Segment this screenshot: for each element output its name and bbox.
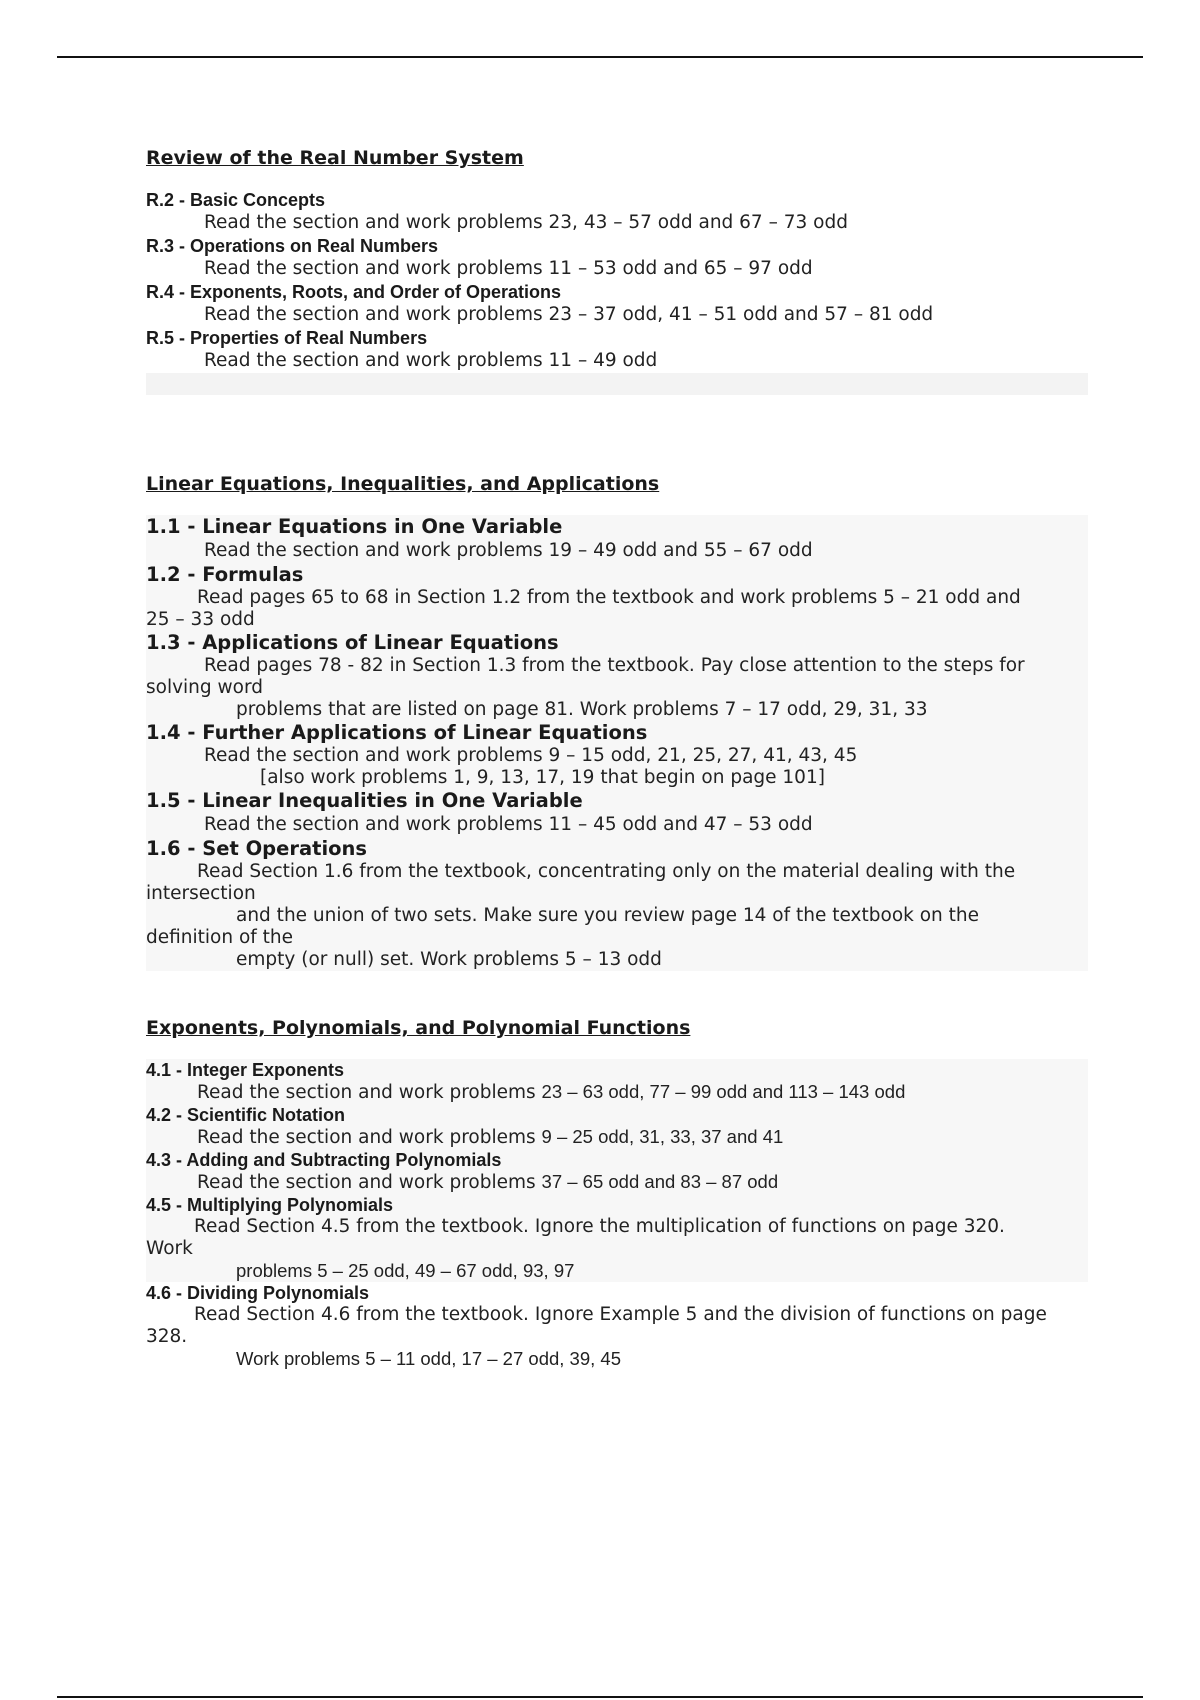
section-number: R.2: [146, 190, 175, 210]
section-instructions-continued: intersection: [146, 883, 256, 904]
section-name: Scientific Notation: [187, 1105, 346, 1125]
section-item: [146, 563, 1088, 631]
section-number: 4.2: [146, 1105, 172, 1125]
section-instructions-continued: 25 – 33 odd: [146, 609, 255, 630]
document-body: [146, 145, 1088, 1370]
section-instructions: Read pages 78 - 82 in Section 1.3 from the textbook. Pay close attention to the steps for: [204, 655, 1025, 676]
chapter-review: [146, 145, 1088, 395]
section-item: [146, 837, 1088, 971]
instruction-text: Read the section and work problems: [197, 1082, 542, 1103]
section-number: 4.1: [146, 1060, 172, 1080]
section-instructions-continued: Work: [146, 1238, 193, 1259]
section-item: [146, 1104, 1088, 1149]
section-item: [146, 631, 1088, 721]
section-name: Integer Exponents: [187, 1060, 345, 1080]
section-list: [146, 1059, 1088, 1370]
section-name: Formulas: [202, 563, 304, 586]
section-heading: 4.3 - Adding and Subtracting Polynomials: [146, 1150, 502, 1170]
section-heading: 4.6 - Dividing Polynomials: [146, 1283, 370, 1303]
shaded-blank-row: [146, 373, 1088, 395]
section-heading: 1.1 - Linear Equations in One Variable: [146, 515, 563, 538]
section-name: Further Applications of Linear Equations: [202, 721, 648, 744]
section-number: R.3: [146, 236, 175, 256]
section-name: Applications of Linear Equations: [202, 631, 559, 654]
section-item: [146, 515, 1088, 563]
section-instructions: Read the section and work problems 23, 43 – 57 odd and 67 – 73 odd: [204, 212, 848, 233]
instruction-problems: 9 – 25 odd, 31, 33, 37 and 41: [541, 1126, 784, 1147]
instruction-text: Read the section and work problems: [197, 1127, 542, 1148]
section-number: 1.4: [146, 721, 181, 744]
section-item: [146, 235, 1088, 281]
section-heading: R.3 - Operations on Real Numbers: [146, 236, 439, 256]
section-instructions-continued: problems that are listed on page 81. Work problems 7 – 17 odd, 29, 31, 33: [236, 699, 928, 720]
section-name: Set Operations: [202, 837, 368, 860]
section-instructions: Read the section and work problems 11 – 45 odd and 47 – 53 odd: [204, 814, 813, 835]
section-name: Dividing Polynomials: [187, 1283, 370, 1303]
section-instructions: [146, 1126, 1088, 1149]
section-name: Properties of Real Numbers: [190, 328, 428, 348]
chapter-title: Linear Equations, Inequalities, and Applications: [146, 473, 660, 495]
section-instructions: Read pages 65 to 68 in Section 1.2 from the textbook and work problems 5 – 21 odd and: [197, 587, 1021, 608]
section-instructions-continued: [also work problems 1, 9, 13, 17, 19 that begin on page 101]: [260, 767, 825, 788]
section-heading: R.4 - Exponents, Roots, and Order of Operations: [146, 282, 562, 302]
section-number: R.4: [146, 282, 175, 302]
section-name: Operations on Real Numbers: [190, 236, 439, 256]
section-number: 1.2: [146, 563, 181, 586]
section-instructions: Read the section and work problems 19 – 49 odd and 55 – 67 odd: [204, 540, 813, 561]
section-number: 1.5: [146, 789, 181, 812]
section-instructions-continued: and the union of two sets. Make sure you review page 14 of the textbook on the: [236, 905, 980, 926]
section-number: 1.3: [146, 631, 181, 654]
section-item: [146, 327, 1088, 373]
section-instructions-continued: definition of the: [146, 927, 294, 948]
chapter-polynomials: [146, 1015, 1088, 1370]
section-instructions-continued: 328.: [146, 1326, 188, 1347]
instruction-text: Read the section and work problems: [197, 1172, 542, 1193]
section-item: [146, 1149, 1088, 1194]
section-item: [146, 789, 1088, 837]
section-name: Adding and Subtracting Polynomials: [186, 1150, 502, 1170]
section-list: [146, 515, 1088, 971]
section-heading: R.5 - Properties of Real Numbers: [146, 328, 428, 348]
section-item: [146, 1059, 1088, 1104]
section-item: [146, 1282, 1088, 1370]
section-item: [146, 281, 1088, 327]
section-instructions: Read the section and work problems 11 – 49 odd: [204, 350, 658, 371]
section-number: 4.6: [146, 1283, 172, 1303]
section-item: [146, 721, 1088, 789]
chapter-title: Exponents, Polynomials, and Polynomial Functions: [146, 1017, 691, 1039]
chapter-linear-equations: [146, 471, 1088, 971]
section-name: Basic Concepts: [190, 190, 326, 210]
instruction-problems: 37 – 65 odd and 83 – 87 odd: [541, 1171, 779, 1192]
section-name: Multiplying Polynomials: [187, 1195, 394, 1215]
section-name: Exponents, Roots, and Order of Operations: [190, 282, 562, 302]
top-rule: [57, 56, 1143, 58]
section-heading: R.2 - Basic Concepts: [146, 190, 326, 210]
chapter-title: Review of the Real Number System: [146, 147, 524, 169]
section-instructions: Read Section 4.5 from the textbook. Ignore the multiplication of functions on page 320.: [194, 1216, 1005, 1237]
section-heading: 4.5 - Multiplying Polynomials: [146, 1195, 394, 1215]
section-item: [146, 189, 1088, 235]
bottom-rule: [57, 1696, 1143, 1698]
section-instructions: Read the section and work problems 9 – 15 odd, 21, 25, 27, 41, 43, 45: [204, 745, 858, 766]
section-instructions: Read the section and work problems 23 – 37 odd, 41 – 51 odd and 57 – 81 odd: [204, 304, 934, 325]
section-heading: 1.4 - Further Applications of Linear Equations: [146, 721, 648, 744]
section-heading: 4.1 - Integer Exponents: [146, 1060, 345, 1080]
section-heading: 1.6 - Set Operations: [146, 837, 368, 860]
section-number: 1.6: [146, 837, 181, 860]
section-instructions-continued: empty (or null) set. Work problems 5 – 13 odd: [236, 949, 662, 970]
section-instructions: Read the section and work problems 11 – 53 odd and 65 – 97 odd: [204, 258, 813, 279]
section-name: Linear Equations in One Variable: [202, 515, 563, 538]
section-instructions: [146, 1171, 1088, 1194]
section-name: Linear Inequalities in One Variable: [202, 789, 583, 812]
section-instructions-continued: solving word: [146, 677, 264, 698]
section-heading: 1.2 - Formulas: [146, 563, 304, 586]
section-number: 4.3: [146, 1150, 172, 1170]
section-instructions: Read Section 4.6 from the textbook. Ignore Example 5 and the division of functions on page: [194, 1304, 1047, 1325]
section-instructions: Read Section 1.6 from the textbook, concentrating only on the material dealing with the: [197, 861, 1016, 882]
section-heading: 4.2 - Scientific Notation: [146, 1105, 346, 1125]
section-heading: 1.5 - Linear Inequalities in One Variable: [146, 789, 583, 812]
section-list: [146, 189, 1088, 395]
section-instructions: [146, 1081, 1088, 1104]
section-number: 1.1: [146, 515, 181, 538]
section-item: [146, 1194, 1088, 1282]
instruction-problems: 23 – 63 odd, 77 – 99 odd and 113 – 143 odd: [541, 1081, 906, 1102]
section-instructions-continued: Work problems 5 – 11 odd, 17 – 27 odd, 39, 45: [236, 1348, 621, 1369]
section-number: R.5: [146, 328, 175, 348]
section-heading: 1.3 - Applications of Linear Equations: [146, 631, 559, 654]
shaded-block: [146, 1059, 1088, 1282]
section-instructions-continued: problems 5 – 25 odd, 49 – 67 odd, 93, 97: [236, 1260, 575, 1281]
section-number: 4.5: [146, 1195, 172, 1215]
